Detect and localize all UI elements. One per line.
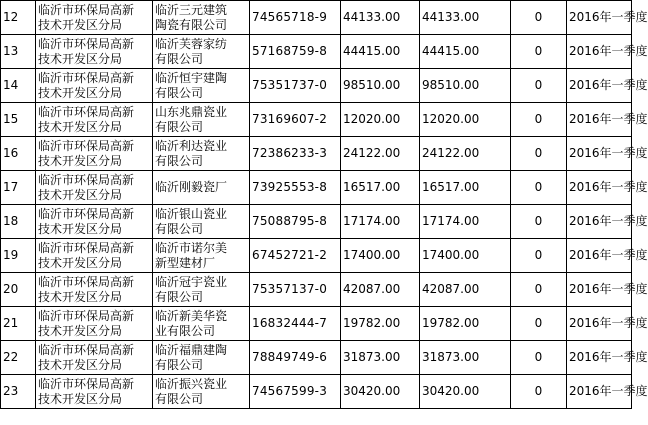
agency-cell-text: 技术开发区分局 [38, 221, 123, 236]
period-cell[interactable] [567, 103, 648, 137]
agency-cell[interactable] [36, 341, 153, 375]
balance-cell[interactable] [511, 341, 567, 375]
amount-paid-cell-text: 42087.00 [422, 282, 480, 296]
org-code-cell[interactable] [250, 171, 341, 205]
table-row [1, 375, 632, 409]
amount-cell-text: 17400.00 [343, 248, 401, 262]
balance-cell[interactable] [511, 103, 567, 137]
company-name-cell[interactable] [153, 103, 250, 137]
amount-cell-text: 17174.00 [343, 214, 401, 228]
agency-cell[interactable] [36, 35, 153, 69]
table-row [1, 1, 632, 35]
table-row [1, 307, 632, 341]
amount-cell[interactable] [341, 307, 420, 341]
agency-cell-text: 技术开发区分局 [38, 119, 123, 134]
balance-cell[interactable] [511, 171, 567, 205]
amount-cell-text: 42087.00 [343, 282, 401, 296]
amount-cell[interactable] [341, 341, 420, 375]
amount-cell[interactable] [341, 69, 420, 103]
table-row [1, 69, 632, 103]
company-name-cell-text: 临沂新美华瓷 [155, 308, 228, 323]
amount-paid-cell[interactable] [420, 137, 511, 171]
org-code-cell[interactable] [250, 205, 341, 239]
agency-cell[interactable] [36, 375, 153, 409]
company-name-cell[interactable] [153, 1, 250, 35]
period-cell-text: 2016年一季度 [569, 44, 648, 58]
agency-cell[interactable] [36, 307, 153, 341]
balance-cell[interactable] [511, 35, 567, 69]
balance-cell-text: 0 [534, 214, 543, 228]
row-number-cell-text: 19 [3, 248, 19, 262]
amount-paid-cell-text: 12020.00 [422, 112, 480, 126]
company-name-cell-text: 陶瓷有限公司 [155, 17, 228, 32]
company-name-cell-text: 临沂芙蓉家纺 [155, 36, 228, 51]
org-code-cell[interactable] [250, 375, 341, 409]
org-code-cell-text: 75357137-0 [252, 282, 328, 296]
agency-cell-text: 临沂市环保局高新 [38, 342, 135, 357]
agency-cell-text: 技术开发区分局 [38, 85, 123, 100]
row-number-cell[interactable] [1, 239, 36, 273]
row-number-cell-text: 15 [3, 112, 19, 126]
org-code-cell[interactable] [250, 137, 341, 171]
amount-paid-cell-text: 16517.00 [422, 180, 480, 194]
balance-cell-text: 0 [534, 44, 543, 58]
company-name-cell[interactable] [153, 205, 250, 239]
row-number-cell[interactable] [1, 103, 36, 137]
amount-paid-cell[interactable] [420, 239, 511, 273]
amount-paid-cell-text: 44415.00 [422, 44, 480, 58]
agency-cell[interactable] [36, 1, 153, 35]
agency-cell-text: 技术开发区分局 [38, 391, 123, 406]
org-code-cell[interactable] [250, 307, 341, 341]
balance-cell[interactable] [511, 137, 567, 171]
amount-paid-cell[interactable] [420, 1, 511, 35]
agency-cell[interactable] [36, 273, 153, 307]
row-number-cell[interactable] [1, 35, 36, 69]
company-name-cell-text: 有限公司 [155, 357, 204, 372]
agency-cell[interactable] [36, 103, 153, 137]
amount-paid-cell[interactable] [420, 69, 511, 103]
company-name-cell-text: 有限公司 [155, 51, 204, 66]
agency-cell-text: 临沂市环保局高新 [38, 138, 135, 153]
org-code-cell[interactable] [250, 69, 341, 103]
agency-cell-text: 技术开发区分局 [38, 51, 123, 66]
agency-cell-text: 临沂市环保局高新 [38, 172, 135, 187]
company-name-cell[interactable] [153, 341, 250, 375]
amount-cell[interactable] [341, 171, 420, 205]
row-number-cell[interactable] [1, 307, 36, 341]
period-cell-text: 2016年一季度 [569, 180, 648, 194]
amount-paid-cell-text: 17400.00 [422, 248, 480, 262]
period-cell[interactable] [567, 307, 648, 341]
row-number-cell[interactable] [1, 171, 36, 205]
org-code-cell-text: 67452721-2 [252, 248, 328, 262]
balance-cell-text: 0 [534, 282, 543, 296]
agency-cell-text: 技术开发区分局 [38, 323, 123, 338]
row-number-cell-text: 18 [3, 214, 19, 228]
row-number-cell[interactable] [1, 375, 36, 409]
amount-paid-cell-text: 44133.00 [422, 10, 480, 24]
company-name-cell-text: 业有限公司 [155, 323, 216, 338]
org-code-cell[interactable] [250, 103, 341, 137]
org-code-cell-text: 74567599-3 [252, 384, 328, 398]
company-name-cell[interactable] [153, 239, 250, 273]
row-number-cell-text: 23 [3, 384, 19, 398]
amount-cell[interactable] [341, 103, 420, 137]
row-number-cell-text: 13 [3, 44, 19, 58]
period-cell[interactable] [567, 205, 648, 239]
company-name-cell[interactable] [153, 69, 250, 103]
company-name-cell-text: 临沂刚毅瓷厂 [155, 180, 228, 194]
row-number-cell[interactable] [1, 1, 36, 35]
agency-cell[interactable] [36, 205, 153, 239]
amount-paid-cell-text: 98510.00 [422, 78, 480, 92]
period-cell-text: 2016年一季度 [569, 10, 648, 24]
agency-cell[interactable] [36, 171, 153, 205]
org-code-cell[interactable] [250, 341, 341, 375]
table-body [1, 1, 648, 409]
amount-cell-text: 31873.00 [343, 350, 401, 364]
balance-cell[interactable] [511, 273, 567, 307]
agency-cell-text: 临沂市环保局高新 [38, 206, 135, 221]
amount-paid-cell[interactable] [420, 375, 511, 409]
amount-cell[interactable] [341, 273, 420, 307]
org-code-cell[interactable] [250, 35, 341, 69]
org-code-cell[interactable] [250, 1, 341, 35]
company-name-cell[interactable] [153, 35, 250, 69]
table-row [1, 137, 632, 171]
agency-cell-text: 临沂市环保局高新 [38, 36, 135, 51]
amount-paid-cell[interactable] [420, 171, 511, 205]
balance-cell-text: 0 [534, 316, 543, 330]
row-number-cell[interactable] [1, 137, 36, 171]
company-name-cell-text: 有限公司 [155, 391, 204, 406]
row-number-cell[interactable] [1, 205, 36, 239]
company-name-cell-text: 临沂福鼎建陶 [155, 342, 228, 357]
amount-paid-cell[interactable] [420, 273, 511, 307]
agency-cell-text: 临沂市环保局高新 [38, 70, 135, 85]
period-cell-text: 2016年一季度 [569, 282, 648, 296]
balance-cell[interactable] [511, 1, 567, 35]
table-row [1, 341, 632, 375]
company-name-cell[interactable] [153, 307, 250, 341]
company-name-cell-text: 临沂市诺尔美 [155, 240, 228, 255]
table-row [1, 205, 632, 239]
org-code-cell-text: 73925553-8 [252, 180, 328, 194]
period-cell[interactable] [567, 171, 648, 205]
agency-cell[interactable] [36, 239, 153, 273]
agency-cell-text: 技术开发区分局 [38, 357, 123, 372]
amount-cell[interactable] [341, 1, 420, 35]
amount-paid-cell[interactable] [420, 341, 511, 375]
row-number-cell-text: 21 [3, 316, 19, 330]
amount-cell[interactable] [341, 35, 420, 69]
org-code-cell-text: 78849749-6 [252, 350, 328, 364]
balance-cell-text: 0 [534, 248, 543, 262]
amount-cell-text: 24122.00 [343, 146, 401, 160]
amount-cell-text: 19782.00 [343, 316, 401, 330]
company-name-cell[interactable] [153, 375, 250, 409]
amount-paid-cell[interactable] [420, 205, 511, 239]
table-row [1, 103, 632, 137]
amount-cell-text: 30420.00 [343, 384, 401, 398]
company-name-cell[interactable] [153, 137, 250, 171]
amount-paid-cell-text: 19782.00 [422, 316, 480, 330]
period-cell-text: 2016年一季度 [569, 146, 648, 160]
company-name-cell-text: 有限公司 [155, 289, 204, 304]
balance-cell[interactable] [511, 239, 567, 273]
company-name-cell[interactable] [153, 171, 250, 205]
row-number-cell-text: 20 [3, 282, 19, 296]
company-name-cell-text: 临沂振兴瓷业 [155, 376, 228, 391]
period-cell[interactable] [567, 137, 648, 171]
row-number-cell-text: 16 [3, 146, 19, 160]
company-name-cell-text: 临沂利达瓷业 [155, 138, 228, 153]
agency-cell-text: 临沂市环保局高新 [38, 240, 135, 255]
period-cell[interactable] [567, 69, 648, 103]
org-code-cell-text: 73169607-2 [252, 112, 328, 126]
amount-paid-cell-text: 31873.00 [422, 350, 480, 364]
org-code-cell-text: 72386233-3 [252, 146, 328, 160]
org-code-cell-text: 74565718-9 [252, 10, 328, 24]
company-name-cell-text: 临沂冠宇瓷业 [155, 274, 228, 289]
period-cell[interactable] [567, 35, 648, 69]
period-cell[interactable] [567, 1, 648, 35]
amount-cell[interactable] [341, 375, 420, 409]
company-name-cell[interactable] [153, 273, 250, 307]
agency-cell-text: 临沂市环保局高新 [38, 274, 135, 289]
company-name-cell-text: 有限公司 [155, 153, 204, 168]
agency-cell-text: 临沂市环保局高新 [38, 376, 135, 391]
period-cell[interactable] [567, 239, 648, 273]
company-name-cell-text: 有限公司 [155, 85, 204, 100]
balance-cell-text: 0 [534, 384, 543, 398]
balance-cell[interactable] [511, 307, 567, 341]
table-row [1, 35, 632, 69]
period-cell[interactable] [567, 375, 648, 409]
table-row [1, 273, 632, 307]
org-code-cell[interactable] [250, 239, 341, 273]
agency-cell-text: 技术开发区分局 [38, 255, 123, 270]
table-row [1, 171, 632, 205]
amount-cell-text: 98510.00 [343, 78, 401, 92]
period-cell-text: 2016年一季度 [569, 384, 648, 398]
amount-paid-cell[interactable] [420, 103, 511, 137]
period-cell-text: 2016年一季度 [569, 112, 648, 126]
balance-cell[interactable] [511, 375, 567, 409]
table-row [1, 239, 632, 273]
agency-cell-text: 技术开发区分局 [38, 17, 123, 32]
period-cell-text: 2016年一季度 [569, 214, 648, 228]
balance-cell-text: 0 [534, 10, 543, 24]
org-code-cell[interactable] [250, 273, 341, 307]
row-number-cell[interactable] [1, 341, 36, 375]
balance-cell-text: 0 [534, 78, 543, 92]
amount-paid-cell-text: 24122.00 [422, 146, 480, 160]
org-code-cell-text: 16832444-7 [252, 316, 328, 330]
amount-paid-cell[interactable] [420, 35, 511, 69]
balance-cell-text: 0 [534, 146, 543, 160]
agency-cell-text: 临沂市环保局高新 [38, 104, 135, 119]
balance-cell[interactable] [511, 69, 567, 103]
org-code-cell-text: 57168759-8 [252, 44, 328, 58]
amount-paid-cell[interactable] [420, 307, 511, 341]
balance-cell-text: 0 [534, 112, 543, 126]
amount-cell-text: 44415.00 [343, 44, 401, 58]
company-name-cell-text: 临沂恒宇建陶 [155, 70, 228, 85]
company-name-cell-text: 临沂银山瓷业 [155, 206, 228, 221]
period-cell-text: 2016年一季度 [569, 78, 648, 92]
agency-cell-text: 临沂市环保局高新 [38, 308, 135, 323]
balance-cell[interactable] [511, 205, 567, 239]
company-name-cell-text: 有限公司 [155, 119, 204, 134]
company-name-cell-text: 有限公司 [155, 221, 204, 236]
agency-cell-text: 技术开发区分局 [38, 153, 123, 168]
row-number-cell-text: 14 [3, 78, 19, 92]
company-name-cell-text: 新型建材厂 [155, 255, 216, 270]
agency-cell-text: 技术开发区分局 [38, 289, 123, 304]
amount-cell-text: 16517.00 [343, 180, 401, 194]
org-code-cell-text: 75088795-8 [252, 214, 328, 228]
amount-cell[interactable] [341, 239, 420, 273]
row-number-cell-text: 12 [3, 10, 19, 24]
balance-cell-text: 0 [534, 350, 543, 364]
row-number-cell[interactable] [1, 69, 36, 103]
row-number-cell-text: 22 [3, 350, 19, 364]
period-cell-text: 2016年一季度 [569, 350, 648, 364]
agency-cell-text: 技术开发区分局 [38, 187, 123, 202]
company-name-cell-text: 临沂三元建筑 [155, 2, 228, 17]
agency-cell-text: 临沂市环保局高新 [38, 2, 135, 17]
period-cell-text: 2016年一季度 [569, 316, 648, 330]
org-code-cell-text: 75351737-0 [252, 78, 328, 92]
row-number-cell-text: 17 [3, 180, 19, 194]
amount-paid-cell-text: 30420.00 [422, 384, 480, 398]
period-cell[interactable] [567, 341, 648, 375]
period-cell[interactable] [567, 273, 648, 307]
amount-cell-text: 12020.00 [343, 112, 401, 126]
period-cell-text: 2016年一季度 [569, 248, 648, 262]
agency-cell[interactable] [36, 69, 153, 103]
agency-cell[interactable] [36, 137, 153, 171]
balance-cell-text: 0 [534, 180, 543, 194]
amount-cell[interactable] [341, 205, 420, 239]
amount-cell-text: 44133.00 [343, 10, 401, 24]
amount-paid-cell-text: 17174.00 [422, 214, 480, 228]
row-number-cell[interactable] [1, 273, 36, 307]
company-name-cell-text: 山东兆鼎瓷业 [155, 104, 228, 119]
amount-cell[interactable] [341, 137, 420, 171]
